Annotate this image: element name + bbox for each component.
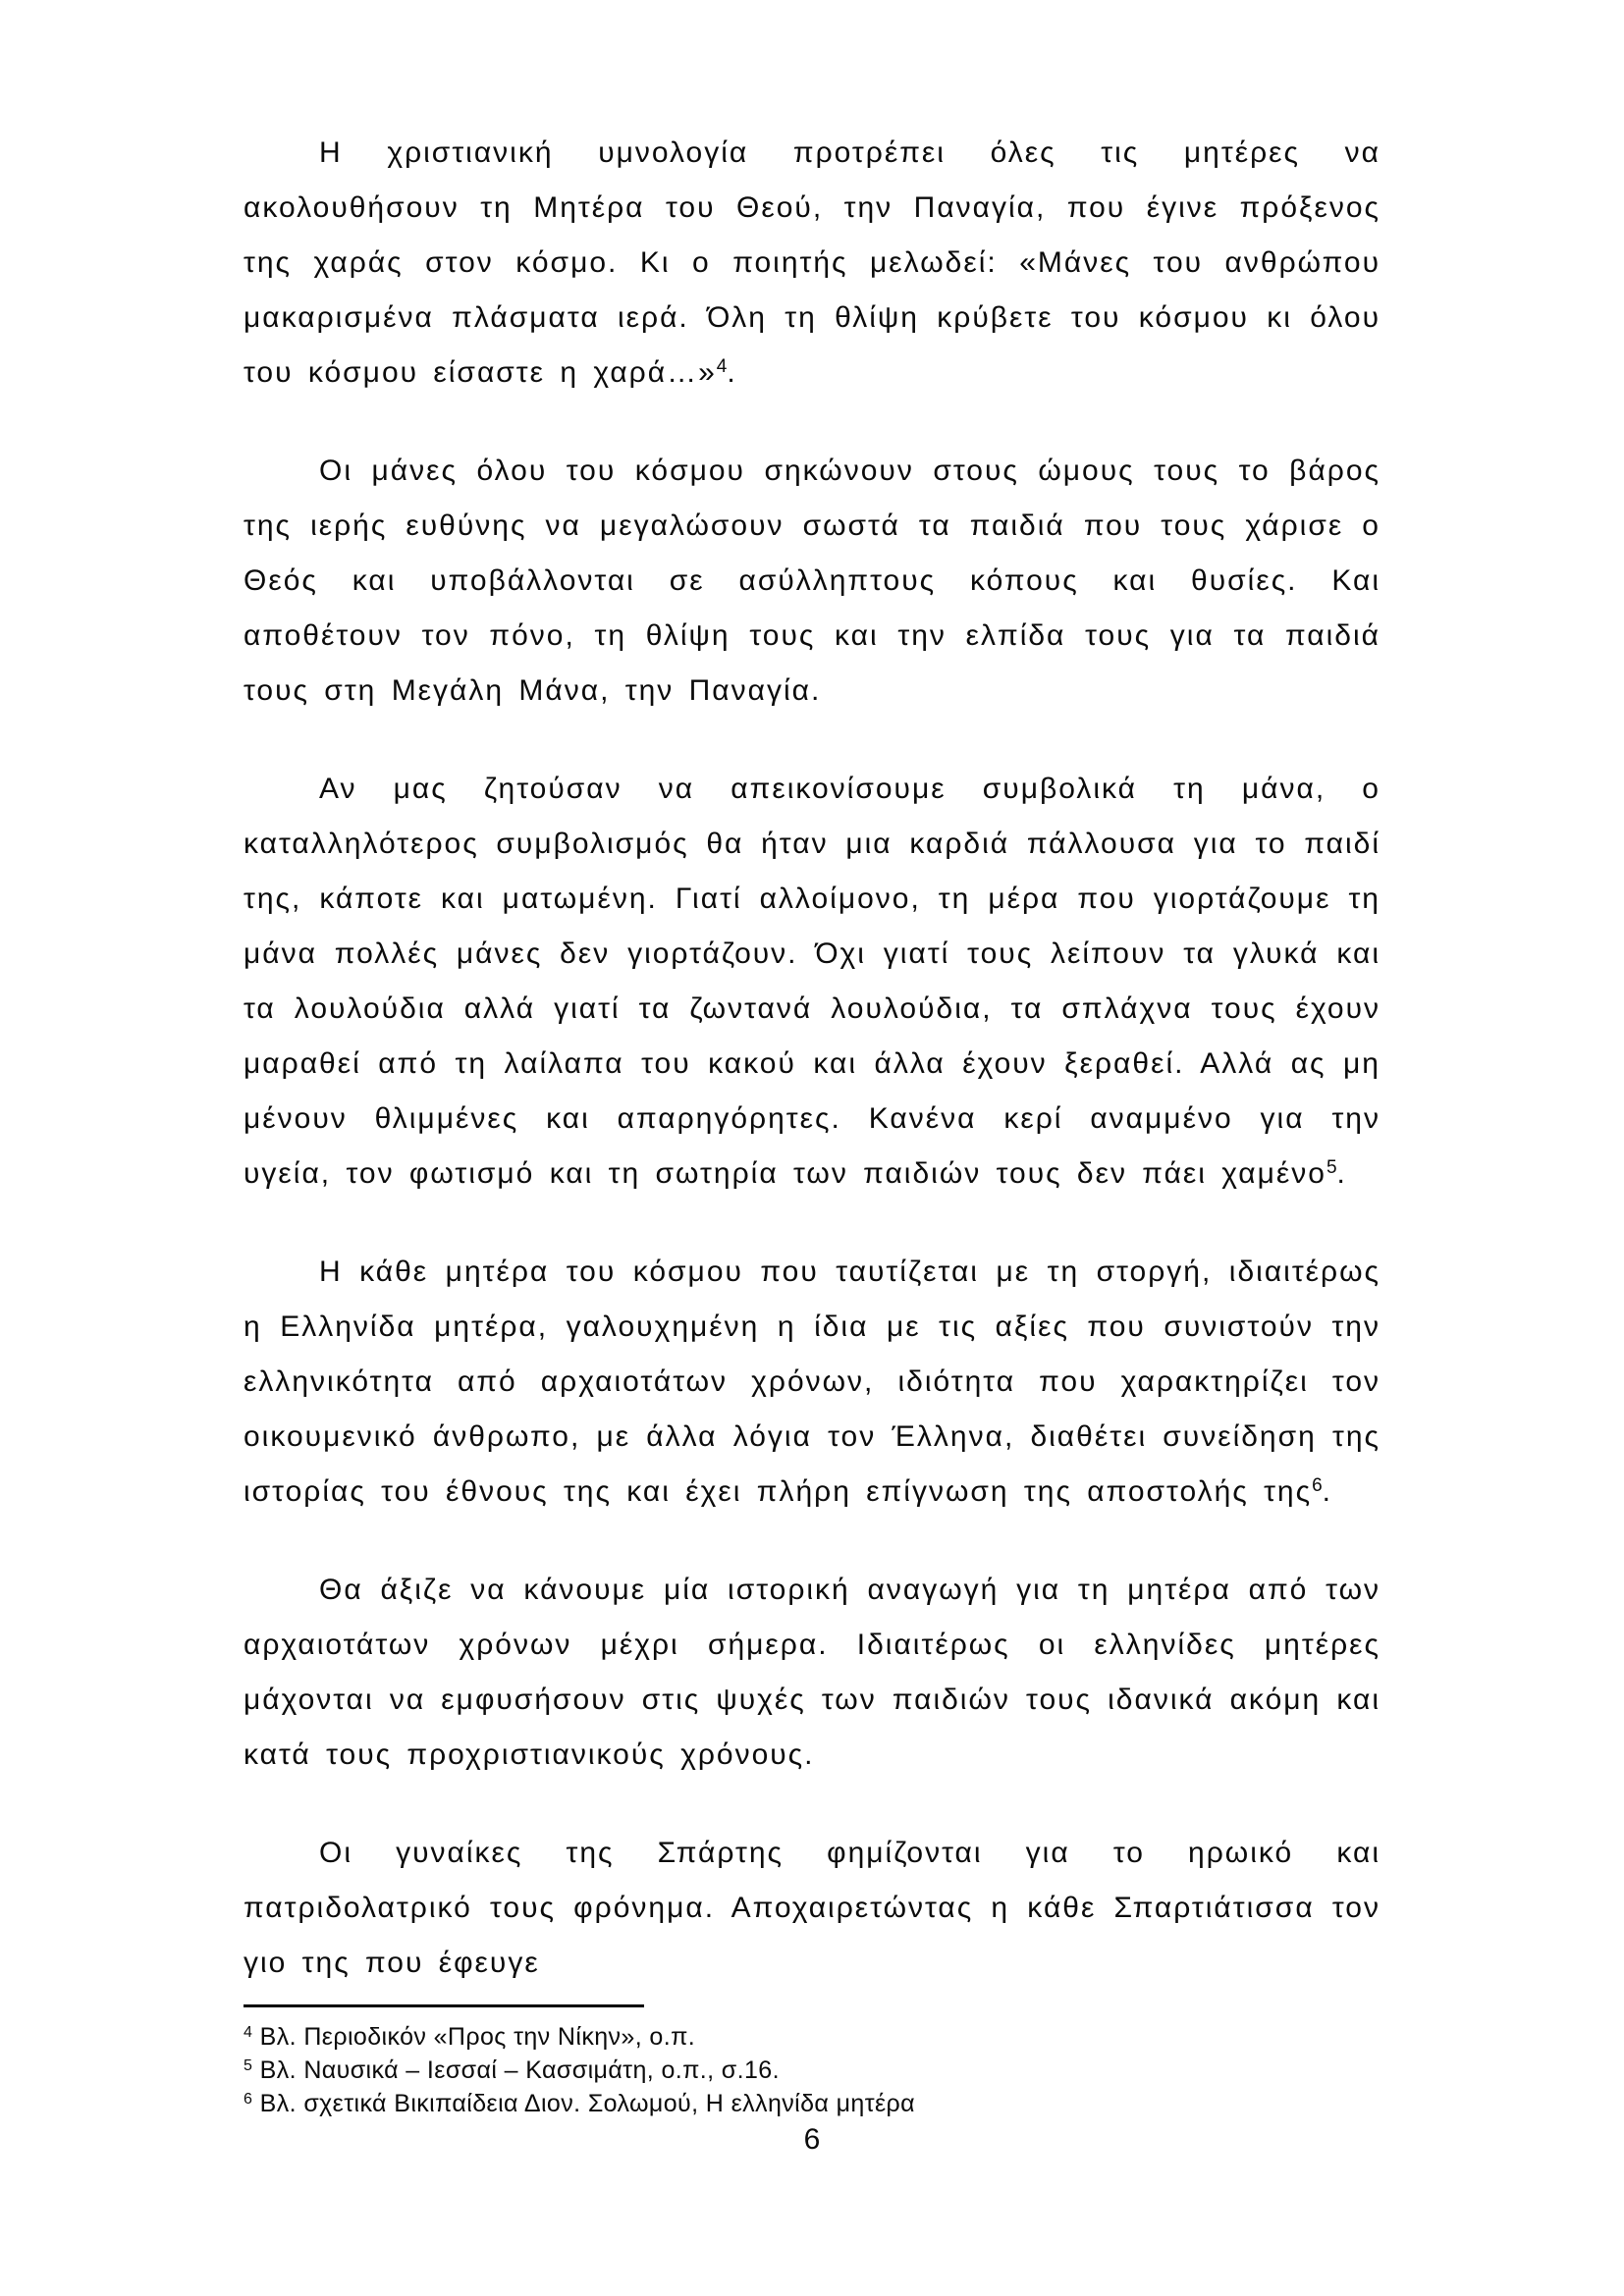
footnote: $^4$ Βλ. Περιοδικόν «Προς την Νίκην», ο.π. (244, 2023, 696, 2051)
footnote-ref: 6 (1312, 1475, 1323, 1496)
paragraph: Η χριστιανική υμνολογία προτρέπει όλες τις μητέρες να ακολουθήσουν τη Μητέρα του Θεού, την Παναγία, που έγινε πρόξενος της χαράς στον κόσμο. Κι ο ποιητής μελωδεί: «Μάνες του ανθρώπου μακαρισμένα πλάσματα ιερά. Όλη τη θλίψη κρύβετε του κόσμου κι όλου του κόσμου είσαστε η χαρά…»$^4$. (244, 136, 1380, 389)
footnote: $^6$ Βλ. σχετικά Βικιπαίδεια Διον. Σολωμού, Η ελληνίδα μητέρα (244, 2090, 916, 2117)
footnote: $^5$ Βλ. Ναυσικά – Ιεσσαί – Κασσιμάτη, ο.π., σ.16. (244, 2056, 780, 2084)
paragraph: Οι γυναίκες της Σπάρτης φημίζονται για το ηρωικό και πατριδολατρικό τους φρόνημα. Αποχαιρετώντας η κάθε Σπαρτιάτισσα τον γιο της που έφευγε (244, 1837, 1380, 1979)
footnote-number: 4 (244, 2024, 253, 2041)
footnote-list (244, 2020, 1380, 2120)
paragraph: Η κάθε μητέρα του κόσμου που ταυτίζεται με τη στοργή, ιδιαιτέρως η Ελληνίδα μητέρα, γαλουχημένη η ίδια με τις αξίες που συνιστούν την ελληνικότητα από αρχαιοτάτων χρόνων, ιδιότητα που χαρακτηρίζει τον οικουμενικό άνθρωπο, με άλλα λόγια τον Έλληνα, διαθέτει συνείδηση της ιστορίας του έθνους της και έχει πλήρη επίγνωση της αποστολής της$^6$. (244, 1255, 1380, 1508)
footnote-number: 6 (244, 2091, 253, 2108)
page-number: 6 (803, 2123, 821, 2156)
paragraph: Οι μάνες όλου του κόσμου σηκώνουν στους ώμους τους το βάρος της ιερής ευθύνης να μεγαλώσουν σωστά τα παιδιά που τους χάρισε ο Θεός και υποβάλλονται σε ασύλληπτους κόπους και θυσίες. Και αποθέτουν τον πόνο, τη θλίψη τους και την ελπίδα τους για τα παιδιά τους στη Μεγάλη Μάνα, την Παναγία. (244, 454, 1380, 707)
paragraph: Θα άξιζε να κάνουμε μία ιστορική αναγωγή για τη μητέρα από των αρχαιοτάτων χρόνων μέχρι σήμερα. Ιδιαιτέρως οι ελληνίδες μητέρες μάχονται να εμφυσήσουν στις ψυχές των παιδιών τους ιδανικά ακόμη και κατά τους προχριστιανικούς χρόνους. (244, 1574, 1380, 1771)
footnote-number: 5 (244, 2057, 253, 2074)
document-body (244, 126, 1380, 2034)
footnote-area (244, 2004, 1380, 2120)
footnote-ref: 5 (1326, 1157, 1337, 1178)
paragraph: Αν μας ζητούσαν να απεικονίσουμε συμβολικά τη μάνα, ο καταλληλότερος συμβολισμός θα ήταν μια καρδιά πάλλουσα για το παιδί της, κάποτε και ματωμένη. Γιατί αλλοίμονο, τη μέρα που γιορτάζουμε τη μάνα πολλές μάνες δεν γιορτάζουν. Όχι γιατί τους λείπουν τα γλυκά και τα λουλούδια αλλά γιατί τα ζωντανά λουλούδια, τα σπλάχνα τους έχουν μαραθεί από τη λαίλαπα του κακού και άλλα έχουν ξεραθεί. Αλλά ας μη μένουν θλιμμένες και απαρηγόρητες. Κανένα κερί αναμμένο για την υγεία, τον φωτισμό και τη σωτηρία των παιδιών τους δεν πάει χαμένο$^5$. (244, 773, 1380, 1190)
footnote-separator (244, 2004, 644, 2007)
footnote-ref: 4 (716, 356, 728, 377)
